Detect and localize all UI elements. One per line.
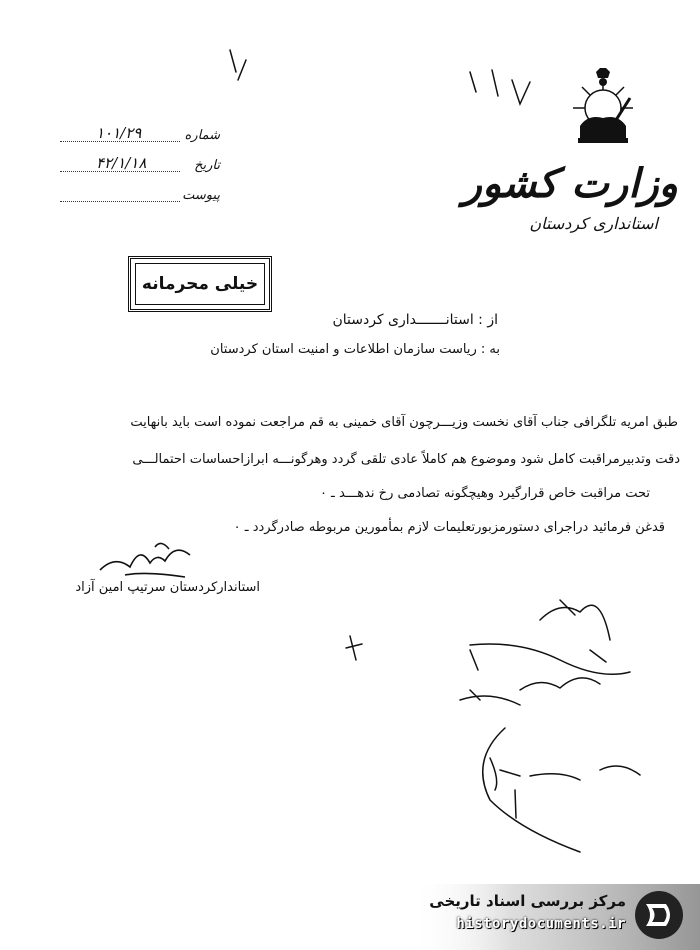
signature — [95, 535, 195, 585]
attachment-field — [60, 188, 220, 208]
to-line: به : ریاست سازمان اطلاعات و امنیت استان کردستان — [210, 342, 500, 357]
body-line: دقت وتدبیرمراقبت کامل شود وموضوع هم کاملاً عادی تلقی گردد وهرگونـــه ابرازاحساسات احتمالـــی — [132, 452, 680, 467]
watermark-url: historydocuments.ir — [456, 916, 626, 932]
classification-stamp: خیلی محرمانه — [128, 256, 272, 312]
ministry-title: وزارت کشور — [462, 160, 678, 207]
signer-line: استانداركردستان سرتیپ امین آزاد — [75, 580, 260, 595]
lion-and-sun-emblem — [568, 68, 638, 146]
date-label: تاریخ — [194, 158, 220, 173]
watermark-title: مرکز بررسی اسناد تاریخی — [429, 892, 626, 910]
dotted-line — [60, 201, 180, 202]
date-field — [60, 154, 220, 178]
number-value: ۱۰۱/۲۹ — [96, 124, 142, 142]
number-field — [60, 124, 220, 148]
date-value: ۴۲/۱/۱۸ — [96, 154, 147, 172]
attachment-label: پیوست — [182, 188, 220, 203]
archive-logo-icon — [632, 888, 686, 942]
number-label: شماره — [184, 128, 220, 143]
body-line: قدغن فرمائید دراجرای دستورمزبورتعلیمات لازم بمأمورین مربوطه صادرگردد ـ ۰ — [233, 520, 665, 535]
body-line: تحت مراقبت خاص قرارگیرد وهیچگونه تصادمی رخ ندهـــد ـ ۰ — [319, 486, 650, 501]
body-line: طبق امریه تلگرافی جناب آقای نخست وزیـــرچون آقای خمینی به قم مراجعت نموده است باید بانهایت — [130, 415, 678, 430]
from-line: از : استانـــــــداری کردستان — [332, 312, 498, 328]
office-subtitle: استانداری کردستان — [529, 214, 658, 233]
